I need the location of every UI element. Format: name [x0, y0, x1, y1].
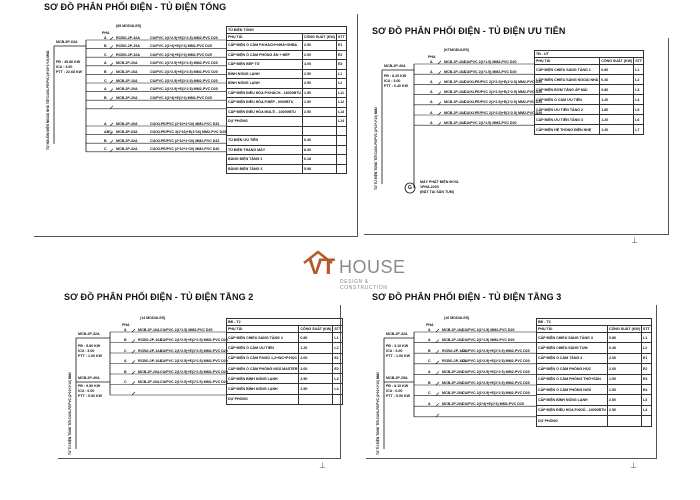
- load-name: CẤP ĐIỆN Ổ CẮM P.NGỦ 1,2+WC+P.HỌC: [227, 353, 299, 363]
- phase-id: B: [104, 138, 107, 143]
- cable-spec: CU/XLPE/PVC (2*10+1*10) MM2-PVC D32: [150, 121, 220, 126]
- phase-id: A: [104, 121, 107, 126]
- cable-spec: CU/XLPE/PVC (2*10+1*10) MM2-PVC D32: [150, 138, 220, 143]
- breaker-rating: MCB-2P-32A: [116, 138, 138, 143]
- main-spec: PĐ : 5.80 KW: [78, 344, 101, 348]
- circuit-number: E1: [641, 353, 651, 363]
- feeder-cable-label: TỪ TỦ ĐIỆN TỔNG TỚI CU/XLPE/PVC (2*10+1*10) MM2: [68, 372, 72, 455]
- load-power: 6.40: [303, 136, 337, 146]
- breaker-rating: MCB-2P-20A: [116, 87, 138, 92]
- load-name: CẤP ĐIỆN Ổ CẮM ƯU TIÊN: [535, 95, 600, 105]
- load-name: CẤP ĐIỆN ĐIỀU HÒA P.BẾP - 9000BTU: [227, 98, 303, 108]
- phase-label: PHA: [428, 55, 436, 59]
- column-header: PHỤ TẢI: [227, 34, 303, 41]
- phase-id: A: [430, 110, 433, 115]
- breaker-symbol: [436, 371, 439, 374]
- circuit-number: E3: [336, 60, 346, 70]
- load-name: CẤP ĐIỆN Ổ CẮM PHÒNG HỌC: [537, 364, 608, 374]
- cable-spec: CU/PVC 2(1*2.5)+E(1*2.5) MM2-PVC D20: [462, 348, 530, 353]
- phase-id: A: [430, 59, 433, 64]
- cable-spec: CU/PVC 2(1*1.5) MM2-PVC D20: [464, 59, 517, 64]
- load-power: 0.80: [608, 333, 642, 343]
- circuit-number: L1: [333, 333, 343, 343]
- load-power: 2.00: [299, 353, 333, 363]
- load-name: CẤP ĐIỆN CHIẾU SÁNG TẦNG 3: [537, 333, 608, 343]
- module-count: (16 MODULES): [444, 316, 470, 320]
- breaker-rating: MCB-2P-20A: [442, 380, 464, 385]
- circuit-number: L1: [336, 69, 346, 79]
- load-power: 1.50: [303, 98, 337, 108]
- load-power: 2.50: [303, 107, 337, 117]
- generator-g: G: [408, 185, 412, 191]
- cable-spec: CU/PVC 2(1*2.5)+E(1*2.5) MM2-PVC D20: [160, 380, 228, 384]
- column-header: CÔNG SUẤT (KW): [601, 59, 633, 63]
- load-name: CẤP ĐIỆN Ổ CẮM TẦNG 3: [537, 353, 608, 363]
- phase-id: C: [104, 147, 107, 152]
- circuit-number: L2: [641, 343, 651, 353]
- load-power: 0.40: [600, 75, 634, 85]
- column-header: STT: [337, 35, 345, 39]
- circuit-number: E2: [333, 363, 343, 373]
- breaker-rating: MCB-2P-20A: [138, 380, 160, 384]
- load-power: 8.30: [303, 145, 337, 155]
- circuit-number: L4: [634, 95, 644, 105]
- cable-spec: CU/PVC 2(1*4)+E(1*4) MM2-PVC D25: [150, 95, 212, 100]
- main-breaker: MCB-2P-40A: [384, 64, 406, 68]
- phase-id: A: [428, 338, 431, 343]
- breaker-rating: RCBO-2P-16A: [442, 359, 466, 364]
- circuit-number: L7: [634, 125, 644, 135]
- main-spec: PĐ : 3.10 KW: [386, 344, 409, 348]
- breaker-rating: MCB-3P-63A: [116, 130, 138, 135]
- load-name: CẤP ĐIỆN BƠM TĂNG ÁP MÁI: [535, 85, 600, 95]
- cable-spec: CU/PVC 2(1*2.5)+E(1*2.5) MM2-PVC D20: [160, 359, 228, 363]
- load-power: 0.40: [608, 343, 642, 353]
- cable-spec: CU/PVC 2(1*1.5) MM2-PVC D20: [462, 327, 515, 332]
- cable-spec: CU/PVC 2(1*2.5)+E(1*2.5) MM2-PVC D20: [462, 380, 530, 385]
- breaker-rating: MCB-2P-16A: [116, 78, 138, 83]
- load-name: CẤP ĐIỆN ĐIỀU HÒA P.KHÁCH - 18000BTU: [227, 88, 303, 98]
- main-breaker: MCB-2P-32A: [78, 332, 100, 336]
- load-power: 1.50: [608, 384, 642, 394]
- load-name: CẤP ĐIỆN CHIẾU SÁNG TẦNG 2: [227, 333, 299, 343]
- phase-id: C: [104, 78, 107, 83]
- feeder-cable-label: TỪ TỦ ĐIỆN TỔNG TỚI CU/XLPE/PVC (2*10+1*10) MM2: [374, 107, 378, 190]
- load-name: BẢNG ĐIỆN TẦNG 2: [227, 155, 303, 165]
- main-spec: PĐ : 8.20 KW: [384, 74, 407, 78]
- breaker-symbol: [436, 393, 439, 396]
- main-spec: PTT : 22.68 KW: [56, 70, 82, 74]
- breaker-rating: RCBO-2P-16A: [138, 338, 162, 342]
- load-name: CẤP ĐIỆN Ổ CẮM ƯU TIÊN: [227, 343, 299, 353]
- load-power: 2.50: [608, 405, 642, 415]
- main-spec: ICU : 3.00: [386, 349, 403, 353]
- phase-label: PHA: [122, 323, 130, 327]
- ground-arrow-icon: ⊥: [631, 236, 638, 245]
- circuit-number: L4: [641, 405, 651, 415]
- circuit-number: E1: [333, 353, 343, 363]
- load-name: CẤP ĐIỆN ƯU TIÊN TẦNG 3: [535, 115, 600, 125]
- phase-id: B: [124, 338, 127, 342]
- sub-breaker: MCB-2P-25A: [386, 376, 408, 380]
- load-name: CẤP ĐIỆN BÌNH NÓNG LẠNH: [537, 395, 608, 405]
- phase-id: A: [428, 401, 431, 406]
- column-header: STT: [334, 327, 342, 331]
- load-name: CẤP ĐIỆN Ổ CẮM P.KHÁCH+NHÀ+SHBA: [227, 41, 303, 51]
- table-caption: BĐ - T3: [537, 319, 652, 326]
- phase-label: PHA: [426, 323, 434, 327]
- cable-spec: CU/PVC 2(1*4)+E(1*4) MM2-PVC D25: [150, 52, 212, 57]
- main-spec: ICU : 3.00: [78, 349, 95, 353]
- breaker-rating: MCB-2P-20A: [116, 95, 138, 100]
- main-spec: ICU : 3.00: [384, 79, 401, 83]
- load-power: 2.50: [299, 374, 333, 384]
- load-power: 2.00: [608, 364, 642, 374]
- column-header: CÔNG SUẤT (KW): [300, 327, 332, 331]
- phase-id: C: [104, 52, 107, 57]
- load-name: CẤP ĐIỆN ĐIỀU HÒA MULTI - 24000BTU: [227, 107, 303, 117]
- cable-spec: CU/PVC 2(1*1.5) MM2-PVC D20: [464, 69, 517, 74]
- cable-spec: CU/XLPE/PVC 2(1*2.5)+E(1*2.5) MM2-PVC D20: [464, 79, 543, 84]
- main-spec: PTT : 1.00 KW: [386, 354, 410, 358]
- breaker-rating: MCB-1P-16A: [442, 327, 464, 332]
- module-count: (14 MODULES): [140, 316, 166, 320]
- cable-spec: CU/PVC 2(1*2.5)+E(1*2.5) MM2-PVC D20: [462, 391, 530, 396]
- load-power: 2.50: [303, 69, 337, 79]
- cable-spec: CU/PVC 2(1*1.5) MM2-PVC D20: [160, 327, 213, 332]
- load-name: CẤP ĐIỆN BÌNH NÓNG LẠNH: [227, 374, 299, 384]
- phase-id: A: [430, 120, 433, 125]
- phase-id: C: [428, 391, 431, 396]
- circuit-number: L4: [333, 384, 343, 394]
- sub-spec: ICU : 6.00: [386, 389, 403, 393]
- sub-spec: ICU : 6.00: [78, 389, 95, 393]
- column-header: STT: [642, 327, 650, 331]
- breaker-symbol: [436, 350, 439, 353]
- load-power: 5.98: [303, 164, 337, 174]
- cable-spec: CU/PVC 2(1*2.5)+E(1*2.5) MM2-PVC D20: [160, 369, 228, 374]
- column-header: CÔNG SUẤT (KW): [609, 327, 640, 331]
- column-header: CÔNG SUẤT (KW): [304, 35, 335, 39]
- breaker-rating: MCB-2P-32A: [116, 147, 138, 152]
- breaker-rating: MCB-2P-20A: [442, 391, 464, 396]
- panel-title-floor3: SƠ ĐỒ PHÂN PHỐI ĐIỆN - TỦ ĐIỆN TẦNG 3: [372, 292, 562, 302]
- column-header: STT: [635, 59, 642, 63]
- phase-id: B: [104, 69, 107, 74]
- module-count: (85 MODULES): [116, 24, 142, 28]
- generator-label: (ĐẶT TẠI SÂN TUM): [420, 190, 454, 194]
- table-caption: TĐ - UT: [535, 51, 644, 58]
- main-spec: PTT : 1.00 KW: [78, 354, 102, 358]
- circuit-number: E1: [336, 41, 346, 51]
- phase-id: B: [124, 369, 127, 374]
- table-caption: BĐ - T2: [227, 319, 343, 326]
- load-power: 0.80: [299, 333, 333, 343]
- breaker-rating: MCB-2P-20A: [116, 61, 138, 66]
- feeder-cable-label: TỪ TỦ ĐIỆN TỔNG TỚI CU/XLPE/PVC (2*10+1*10) MM2: [376, 372, 380, 455]
- phase-id: A: [430, 79, 433, 84]
- phase-id: C: [428, 359, 431, 364]
- load-name: CẤP ĐIỆN Ổ CẮM PHÒNG NGỦ: [537, 384, 608, 394]
- load-power: 2.50: [299, 384, 333, 394]
- circuit-number: L2: [634, 75, 644, 85]
- cable-spec: CU/XLPE/PVC (2*10+1*10) MM2-PVC D40: [150, 147, 220, 152]
- logo-house: HOUSE: [339, 257, 406, 277]
- circuit-number: L3: [634, 85, 644, 95]
- breaker-symbol: [436, 414, 439, 417]
- phase-id: A: [104, 87, 107, 92]
- load-name: CẤP ĐIỆN HỆ THỐNG ĐIỆN NHẸ: [535, 125, 600, 135]
- load-power: 0.80: [600, 65, 634, 75]
- breaker-rating: RCBO-2P-25A: [116, 44, 140, 49]
- phase-id: B: [104, 44, 107, 49]
- load-name: BẢNG ĐIỆN TẦNG 3: [227, 164, 303, 174]
- circuit-number: L1: [634, 65, 644, 75]
- breaker-rating: MCB-1P-16A: [444, 90, 466, 95]
- load-name: BÌNH NÓNG LẠNH: [227, 79, 303, 89]
- phase-label: PHA: [102, 31, 110, 35]
- breaker-rating: MCB-1P-16A: [442, 338, 464, 343]
- cable-spec: CU/PVC 2(1*1.5) MM2-PVC D20: [464, 120, 517, 125]
- cable-spec: CU/PVC 2(1*2.5)+E(1*2.5) MM2-PVC D20: [160, 338, 228, 342]
- circuit-number: E2: [336, 50, 346, 60]
- column-header: PHỤ TẢI: [535, 58, 600, 65]
- circuit-number: E4: [641, 384, 651, 394]
- phase-id: B: [104, 95, 107, 100]
- circuit-number: L3: [641, 395, 651, 405]
- load-power: 0.80: [600, 85, 634, 95]
- table-caption: TỦ ĐIỆN TỔNG: [227, 27, 347, 34]
- breaker-rating: MCB-2P-20A: [442, 401, 464, 406]
- load-power: 1.20: [600, 115, 634, 125]
- breaker-rating: MCB-1P-16A: [444, 69, 466, 74]
- breaker-rating: MCB-1P-16A: [444, 59, 466, 64]
- cable-spec: CU/PVC 2(1*2.5)+E(1*2.5) MM2-PVC D20: [150, 35, 218, 40]
- breaker-rating: MCB-1P-16A: [444, 120, 466, 125]
- logo-vt: VT: [308, 254, 335, 279]
- load-power: 1.20: [600, 125, 634, 135]
- sub-spec: PTT : 5.50 KW: [78, 394, 102, 398]
- circuit-number: L12: [336, 98, 346, 108]
- logo-tagline: DESIGN & CONSTRUCTION: [340, 279, 388, 291]
- main-spec: PTT : 6.40 KW: [384, 84, 408, 88]
- load-power: 1.20: [299, 343, 333, 353]
- phase-id: A: [430, 90, 433, 95]
- cable-spec: CU/PVC 2(1*4)+E(1*4) MM2-PVC D25: [462, 401, 524, 406]
- load-power: 2.00: [303, 50, 337, 60]
- cable-spec: CU/PVC 2(1*1.5) MM2-PVC D20: [462, 338, 515, 343]
- load-power: 1.20: [600, 95, 634, 105]
- phase-id: C: [124, 380, 127, 384]
- breaker-rating: MCB-2P-20A: [442, 369, 464, 374]
- load-name: TỦ ĐIỆN THANG MÁY: [227, 145, 303, 155]
- breaker-symbol: [436, 329, 439, 332]
- circuit-number: L14: [336, 117, 346, 127]
- breaker-rating: RCBO-2P-16A: [138, 348, 162, 353]
- load-name: CẤP ĐIỆN Ổ CẮM PHÒNG NGỦ MASTER: [227, 363, 299, 373]
- load-name: CẤP ĐIỆN Ổ CẮM PHÒNG ĂN + BẾP: [227, 50, 303, 60]
- cable-spec: CU/XLPE/PVC 2(1*2.5)+E(1*2.5) MM2-PVC D20: [464, 110, 543, 115]
- load-name: CẤP ĐIỆN ĐIỀU HÒA P.NGỦ - 24000BTU: [537, 405, 608, 415]
- phase-id: A: [430, 69, 433, 74]
- ground-arrow-icon: ⊥: [319, 461, 326, 470]
- load-power: 6.18: [303, 155, 337, 165]
- cable-spec: CU/PVC 2(1*4)+E(1*4) MM2-PVC D25: [150, 44, 212, 49]
- load-name: CẤP ĐIỆN CHIẾU SÁNG TUM: [537, 343, 608, 353]
- breaker-rating: RCBO-2P-32A: [116, 52, 140, 57]
- load-name: TỦ ĐIỆN ƯU TIÊN: [227, 136, 303, 146]
- circuit-number: L13: [336, 107, 346, 117]
- sub-spec: PĐ : 8.10 KW: [386, 384, 409, 388]
- breaker-rating: RCBO-2P-32A: [116, 35, 140, 40]
- generator-label: MÁY PHÁT ĐIỆN 6KVA: [420, 180, 459, 184]
- breaker-rating: MCB-2P-40A: [116, 121, 138, 126]
- load-power: 1.50: [303, 88, 337, 98]
- breaker-rating: MCB-2P-16A: [116, 69, 138, 74]
- load-power: 2.50: [608, 395, 642, 405]
- panel-title-floor2: SƠ ĐỒ PHÂN PHỐI ĐIỆN - TỦ ĐIỆN TẦNG 2: [64, 292, 254, 302]
- sub-breaker: MCB-2P-40A: [78, 376, 100, 380]
- circuit-number: L1: [641, 333, 651, 343]
- load-power: 2.00: [299, 363, 333, 373]
- cable-spec: CU/XLPE/PVC 3(1*16)+E(1*16) MM2-PVC D25: [150, 130, 227, 135]
- sub-spec: PTT : 5.90 KW: [386, 394, 410, 398]
- load-name: CẤP ĐIỆN CHIẾU SÁNG TẦNG 1: [535, 65, 600, 75]
- phase-id: A: [124, 327, 127, 332]
- phase-id: A: [104, 35, 107, 40]
- load-power: 4.00: [303, 60, 337, 70]
- phase-id: A: [430, 100, 433, 105]
- circuit-number: L11: [336, 88, 346, 98]
- breaker-symbol: [436, 340, 439, 343]
- breaker-rating: MCB-1P-16A: [444, 100, 466, 105]
- panel-title-priority: SƠ ĐỒ PHÂN PHỐI ĐIỆN - TỦ ĐIỆN ƯU TIÊN: [372, 26, 566, 36]
- load-power: 1.80: [600, 105, 634, 115]
- phase-id: B: [428, 348, 431, 353]
- circuit-number: L3: [333, 374, 343, 384]
- cable-spec: CU/PVC 2(1*2.5)+E(1*2.5) MM2-PVC D20: [462, 369, 530, 374]
- panel-title-main: SƠ ĐỒ PHÂN PHỐI ĐIỆN - TỦ ĐIỆN TỔNG: [44, 2, 227, 12]
- breaker-rating: RCBO-2P-16A: [442, 348, 466, 353]
- phase-id: B: [428, 380, 431, 385]
- phase-id: A: [428, 327, 431, 332]
- load-power: 2.50: [303, 79, 337, 89]
- phase-id: C: [124, 348, 127, 353]
- cable-spec: CU/PVC 2(1*2.5)+E(1*2.5) MM2-PVC D20: [150, 87, 218, 92]
- load-name: DỰ PHÒNG: [227, 394, 299, 404]
- cable-spec: CU/PVC 2(1*2.5)+E(1*2.5) MM2-PVC D20: [150, 78, 218, 83]
- cable-spec: CU/XLPE/PVC 2(1*2.5)+E(1*2.5) MM2-PVC D20: [464, 90, 543, 95]
- circuit-number: E2: [641, 364, 651, 374]
- load-name: DỰ PHÒNG: [537, 416, 608, 426]
- load-name: BÌNH NÓNG LẠNH: [227, 69, 303, 79]
- column-header: PHỤ TẢI: [537, 326, 608, 333]
- cable-spec: CU/PVC 2(1*2.5)+E(1*2.5) MM2-PVC D20: [462, 359, 530, 364]
- circuit-number: L5: [634, 105, 644, 115]
- load-name: CẤP ĐIỆN BÌNH NÓNG LẠNH: [227, 384, 299, 394]
- breaker-rating: MCB-1P-16A: [444, 110, 466, 115]
- circuit-number: E3: [641, 374, 651, 384]
- sub-spec: PĐ : 9.50 KW: [78, 384, 101, 388]
- module-count: (KTMODULES): [444, 48, 470, 52]
- load-power: 2.00: [608, 353, 642, 363]
- breaker-rating: MCB-1P-16A: [138, 327, 160, 332]
- feeder-cable-label: TỪ NGUỒN ĐIỆN NGOÀI NHÀ TỚI CU/XLPE/PVC (4*16+1*16) MM2: [46, 50, 50, 150]
- ground-arrow-icon: ⊥: [630, 461, 637, 470]
- cable-spec: CU/PVC 2(1*2.5)+E(1*2.5) MM2-PVC D20: [160, 348, 228, 353]
- column-header: PHỤ TẢI: [227, 326, 299, 333]
- load-name: CẤP ĐIỆN ƯU TIÊN TẦNG 2: [535, 105, 600, 115]
- phase-id: A: [104, 61, 107, 66]
- load-power: 2.50: [303, 41, 337, 51]
- breaker-symbol: [436, 361, 439, 364]
- load-power: 1.50: [608, 374, 642, 384]
- circuit-number: L2: [336, 79, 346, 89]
- load-name: CẤP ĐIỆN Ổ CẮM PHÒNG THỜ+SÂN: [537, 374, 608, 384]
- breaker-rating: MCB-1P-16A: [444, 79, 466, 84]
- generator-label: 1PHA-220V: [420, 185, 440, 189]
- phase-id: A: [428, 369, 431, 374]
- main-breaker: MCB-3P-63A: [56, 40, 78, 44]
- breaker-rating: RCBO-2P-16A: [138, 359, 162, 363]
- load-name: CẤP ĐIỆN CHIẾU SÁNG NGOÀI NHÀ: [535, 75, 600, 85]
- main-spec: PĐ : 45.86 KW: [56, 60, 81, 64]
- circuit-number: L2: [333, 343, 343, 353]
- breaker-symbol: [436, 382, 439, 385]
- cable-spec: CU/PVC 2(1*2.5)+E(1*2.5) MM2-PVC D20: [150, 69, 218, 74]
- breaker-symbol: [436, 403, 439, 406]
- main-spec: ICU : 3.00: [56, 65, 73, 69]
- load-name: DỰ PHÒNG: [227, 117, 303, 127]
- cable-spec: CU/XLPE/PVC 2(1*2.5)+E(1*2.5) MM2-PVC D20: [464, 100, 543, 105]
- phase-id: ABC: [104, 130, 112, 135]
- main-breaker: MCB-2P-32A: [386, 332, 408, 336]
- cable-spec: CU/PVC 2(1*2.5)+E(1*2.5) MM2-PVC D20: [150, 61, 218, 66]
- load-name: CẤP ĐIỆN BẾP TỪ: [227, 60, 303, 70]
- circuit-number: L6: [634, 115, 644, 125]
- breaker-rating: MCB-2P-20A: [138, 369, 160, 374]
- phase-id: A: [124, 359, 127, 363]
